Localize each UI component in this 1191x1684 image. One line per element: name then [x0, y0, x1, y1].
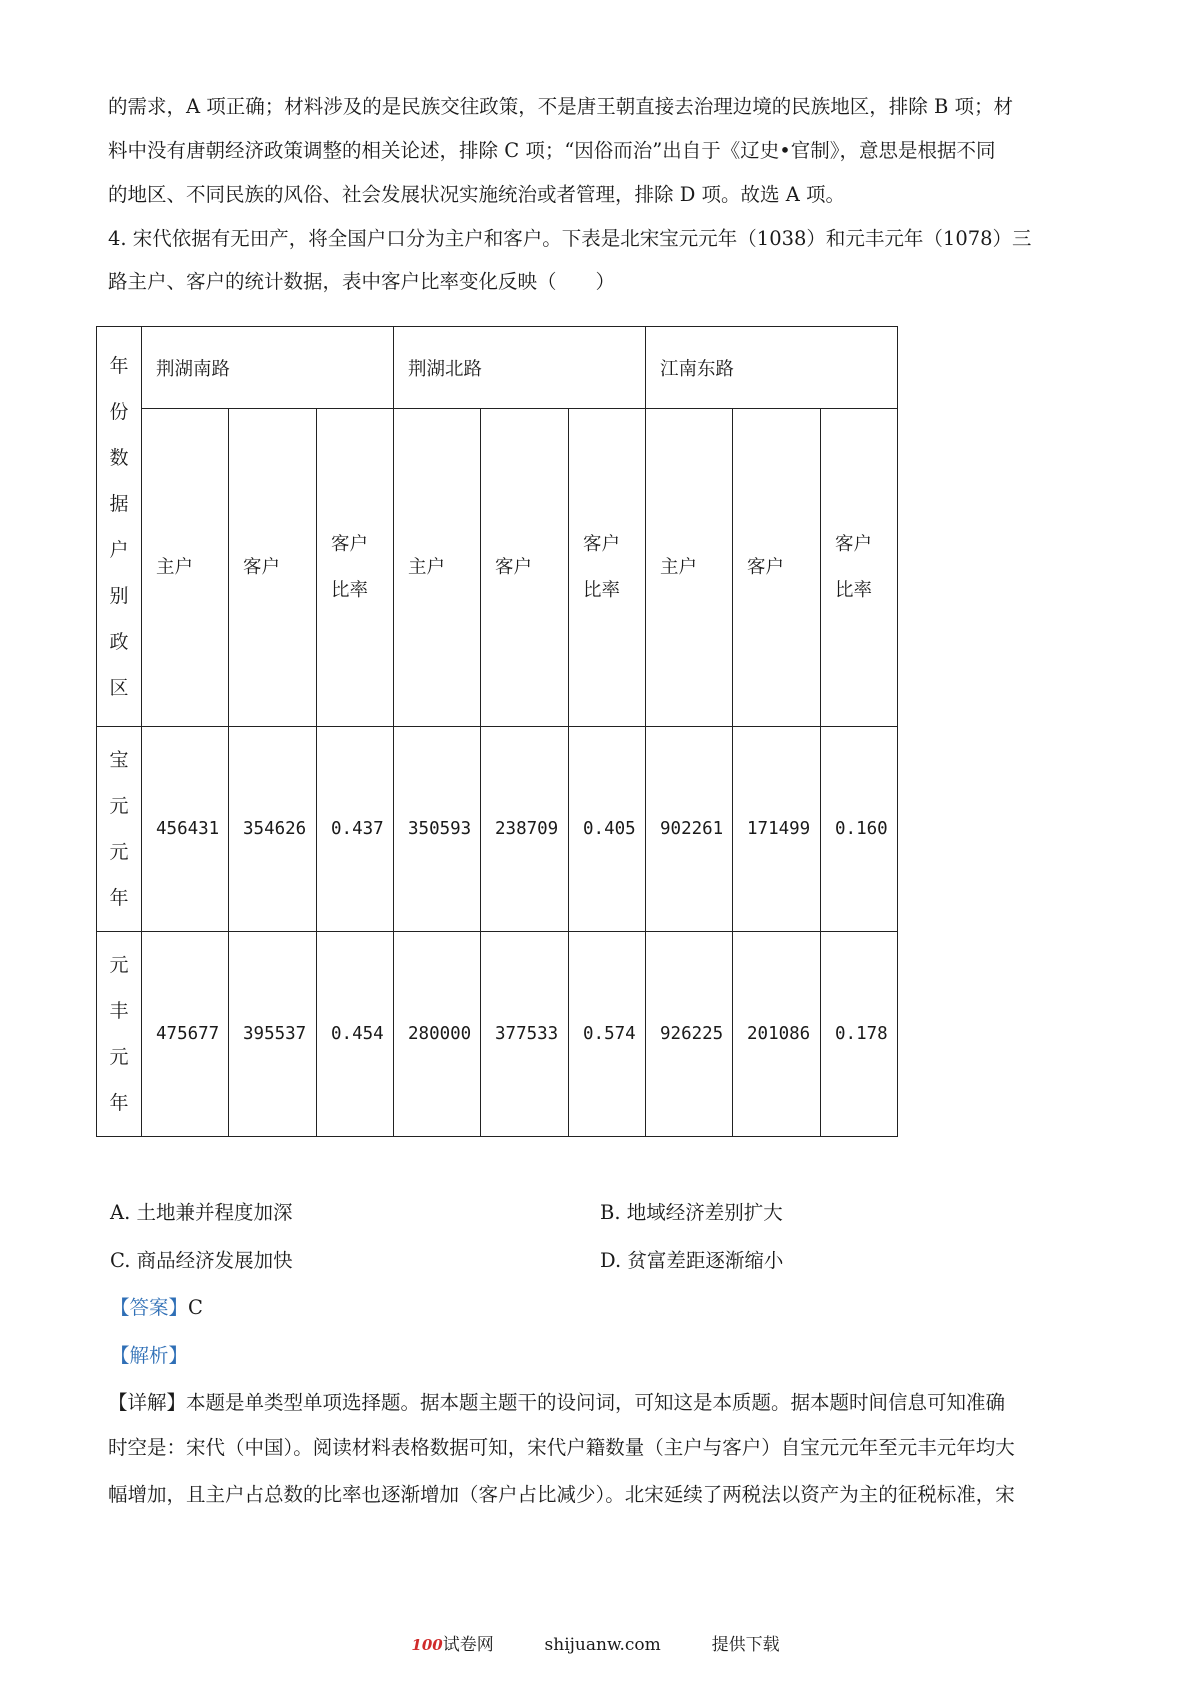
- table-cell: 354626: [229, 727, 317, 932]
- col-header-guest-households: 客户: [229, 409, 317, 727]
- table-cell: 350593: [394, 727, 481, 932]
- prev-explanation-line-1: 的需求，A 项正确；材料涉及的是民族交往政策，不是唐王朝直接去治理边境的民族地区，排除 B 项；材: [108, 95, 1014, 118]
- table-cell: 280000: [394, 932, 481, 1137]
- option-c: C. 商品经济发展加快: [110, 1249, 293, 1272]
- col-header-guest-ratio: 客户 比率: [821, 409, 898, 727]
- detail-label: 【详解】: [108, 1391, 187, 1414]
- table-cell: 0.160: [821, 727, 898, 932]
- page-footer: [0, 1630, 1191, 1655]
- corner-char: 数: [109, 446, 129, 469]
- table-cell: 377533: [481, 932, 569, 1137]
- question-stem-line-1: 4. 宋代依据有无田产，将全国户口分为主户和客户。下表是北宋宝元元年（1038）和元丰元年（1078）三: [108, 227, 1032, 250]
- col-header-guest-households: 客户: [481, 409, 569, 727]
- table-cell: 201086: [733, 932, 821, 1137]
- table-cell: 0.437: [317, 727, 394, 932]
- option-b: B. 地域经济差别扩大: [600, 1201, 783, 1224]
- table-cell: 0.405: [569, 727, 646, 932]
- detail-line-3: 幅增加，且主户占总数的比率也逐渐增加（客户占比减少）。北宋延续了两税法以资产为主的征税标准，宋: [108, 1483, 1015, 1506]
- col-header-guest-households: 客户: [733, 409, 821, 727]
- prev-explanation-line-3: 的地区、不同民族的风俗、社会发展状况实施统治或者管理，排除 D 项。故选 A 项。: [108, 183, 846, 206]
- table-cell: 0.178: [821, 932, 898, 1137]
- detail-line-1: 【详解】本题是单类型单项选择题。据本题主题干的设问词，可知这是本质题。据本题时间信息可知准确: [108, 1391, 1006, 1414]
- table-header-row-columns: [97, 409, 898, 727]
- table-cell: 0.574: [569, 932, 646, 1137]
- analysis-label: 【解析】: [110, 1344, 189, 1367]
- col-header-guest-ratio: 客户 比率: [569, 409, 646, 727]
- option-a: A. 土地兼并程度加深: [110, 1201, 293, 1224]
- footer-note: 提供下载: [711, 1635, 780, 1655]
- table-header-row-regions: [97, 327, 898, 409]
- table-row: [97, 727, 898, 932]
- col-header-main-households: 主户: [646, 409, 733, 727]
- region-header-jinghu-south: 荆湖南路: [142, 327, 394, 409]
- corner-char: 政: [109, 630, 129, 653]
- option-d: D. 贫富差距逐渐缩小: [600, 1249, 784, 1272]
- table-corner-cell: [97, 327, 142, 727]
- household-data-table: [96, 326, 898, 1137]
- col-header-main-households: 主户: [394, 409, 481, 727]
- corner-char: 年: [109, 354, 129, 377]
- table-cell: 902261: [646, 727, 733, 932]
- corner-char: 据: [109, 492, 129, 515]
- site-logo: 100试卷网: [411, 1635, 494, 1655]
- answer-value: C: [188, 1296, 203, 1319]
- table-cell: 395537: [229, 932, 317, 1137]
- corner-char: 区: [109, 676, 129, 699]
- row-year-label: 元 丰 元 年: [97, 932, 142, 1137]
- table-cell: 475677: [142, 932, 229, 1137]
- detail-line-2: 时空是：宋代（中国）。阅读材料表格数据可知，宋代户籍数量（主户与客户）自宝元元年至元丰元年均大: [108, 1436, 1015, 1459]
- table-cell: 238709: [481, 727, 569, 932]
- table-cell: 456431: [142, 727, 229, 932]
- answer-line: [110, 1292, 203, 1320]
- table-cell: 926225: [646, 932, 733, 1137]
- region-header-jiangnan-east: 江南东路: [646, 327, 898, 409]
- prev-explanation-line-2: 料中没有唐朝经济政策调整的相关论述，排除 C 项；“因俗而治”出自于《辽史•官制》，意思是根据不同: [108, 139, 996, 162]
- corner-char: 户: [109, 538, 129, 561]
- col-header-guest-ratio: 客户 比率: [317, 409, 394, 727]
- col-header-main-households: 主户: [142, 409, 229, 727]
- corner-char: 份: [109, 400, 129, 423]
- table-row: [97, 932, 898, 1137]
- answer-label: 【答案】: [110, 1296, 189, 1319]
- corner-char: 别: [109, 584, 129, 607]
- site-url: shijuanw.com: [544, 1635, 661, 1655]
- table-cell: 171499: [733, 727, 821, 932]
- table-cell: 0.454: [317, 932, 394, 1137]
- question-stem-line-2: 路主户、客户的统计数据，表中客户比率变化反映（ ）: [108, 270, 616, 293]
- region-header-jinghu-north: 荆湖北路: [394, 327, 646, 409]
- row-year-label: 宝 元 元 年: [97, 727, 142, 932]
